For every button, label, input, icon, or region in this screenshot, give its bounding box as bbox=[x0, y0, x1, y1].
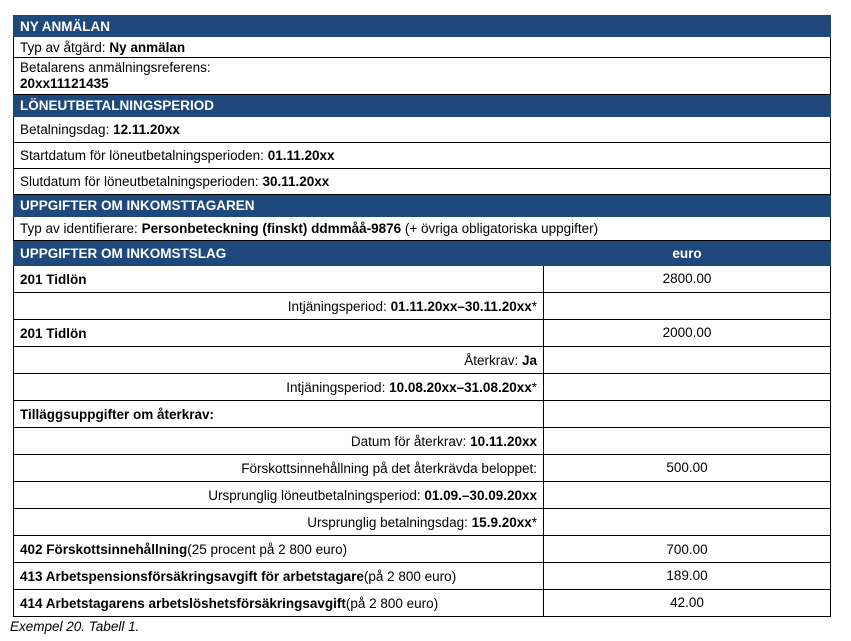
label: Typ av identifierare: bbox=[20, 221, 138, 236]
currency-header: euro bbox=[672, 245, 702, 261]
suffix: (+ övriga obligatoriska uppgifter) bbox=[404, 221, 599, 236]
row-referens bbox=[13, 58, 831, 95]
income-type: 413 Arbetspensionsförsäkringsavgift för arbetstagare bbox=[20, 568, 364, 584]
income-type: 402 Förskottsinnehållning bbox=[20, 541, 188, 557]
section-header-loneutbetalningsperiod bbox=[13, 95, 831, 117]
section-header-inkomsttagaren bbox=[13, 195, 831, 217]
value: Personbeteckning (finskt) ddmmåå-9876 bbox=[141, 221, 402, 236]
table-row bbox=[13, 374, 831, 401]
label: Ursprunglig betalningsdag: bbox=[307, 514, 468, 530]
asterisk: * bbox=[531, 379, 537, 395]
value: 15.9.20xx bbox=[471, 514, 532, 530]
table-row bbox=[13, 401, 831, 428]
row-typ-av-atgard bbox=[13, 37, 831, 58]
value: 10.11.20xx bbox=[470, 433, 537, 449]
label: Startdatum för löneutbetalningsperioden: bbox=[20, 148, 264, 163]
row-betalningsdag bbox=[13, 117, 831, 143]
table-row bbox=[13, 536, 831, 563]
table-row bbox=[13, 563, 831, 590]
income-type: 201 Tidlön bbox=[20, 325, 87, 341]
label: Intjäningsperiod: bbox=[286, 379, 386, 395]
table-row bbox=[13, 590, 831, 617]
asterisk: * bbox=[531, 298, 537, 314]
amount: 700.00 bbox=[666, 541, 708, 557]
section-header-ny-anmalan bbox=[13, 15, 831, 37]
table-row bbox=[13, 266, 831, 293]
section-title: UPPGIFTER OM INKOMSTSLAG bbox=[20, 245, 227, 261]
value: 01.09.–30.09.20xx bbox=[424, 487, 537, 503]
table-row bbox=[13, 428, 831, 455]
label: Betalningsdag: bbox=[20, 122, 110, 137]
label: Betalarens anmälningsreferens: bbox=[20, 60, 211, 75]
section-title: LÖNEUTBETALNINGSPERIOD bbox=[20, 98, 215, 113]
amount: 2000.00 bbox=[662, 325, 712, 340]
table-row bbox=[13, 347, 831, 374]
note: (på 2 800 euro) bbox=[345, 595, 439, 611]
value: 01.11.20xx bbox=[267, 148, 335, 163]
label: Typ av åtgärd: bbox=[20, 39, 106, 55]
note: (25 procent på 2 800 euro) bbox=[187, 541, 348, 557]
table-row bbox=[13, 320, 831, 347]
note: (på 2 800 euro) bbox=[363, 568, 457, 584]
row-startdatum bbox=[13, 143, 831, 169]
label: Återkrav: bbox=[464, 352, 519, 368]
section-title: NY ANMÄLAN bbox=[20, 18, 110, 34]
income-type: 414 Arbetstagarens arbetslöshetsförsäkringsavgift bbox=[20, 595, 346, 611]
amount: 42.00 bbox=[670, 595, 704, 610]
label: Förskottsinnehållning på det återkrävda beloppet: bbox=[241, 460, 537, 476]
value: 12.11.20xx bbox=[113, 122, 180, 137]
value: Ja bbox=[521, 352, 537, 368]
table-row bbox=[13, 482, 831, 509]
section-title: UPPGIFTER OM INKOMSTTAGAREN bbox=[20, 198, 255, 213]
amount: 189.00 bbox=[666, 568, 708, 583]
table-caption: Exempel 20. Tabell 1. bbox=[10, 619, 140, 634]
amount: 500.00 bbox=[666, 460, 708, 475]
value: 10.08.20xx–31.08.20xx bbox=[389, 379, 532, 395]
income-type: 201 Tidlön bbox=[20, 271, 87, 287]
subheading: Tilläggsuppgifter om återkrav: bbox=[20, 406, 215, 422]
row-slutdatum bbox=[13, 169, 831, 195]
asterisk: * bbox=[531, 514, 537, 530]
value: 01.11.20xx–30.11.20xx bbox=[390, 298, 532, 314]
label: Ursprunglig löneutbetalningsperiod: bbox=[208, 487, 421, 503]
amount: 2800.00 bbox=[662, 271, 712, 286]
section-header-inkomstslag bbox=[13, 241, 831, 266]
label: Intjäningsperiod: bbox=[287, 298, 387, 314]
label: Datum för återkrav: bbox=[350, 433, 467, 449]
table-row bbox=[13, 509, 831, 536]
report-table bbox=[13, 15, 831, 617]
label: Slutdatum för löneutbetalningsperioden: bbox=[20, 174, 259, 189]
value: 30.11.20xx bbox=[262, 174, 330, 189]
row-identifierare bbox=[13, 217, 831, 241]
table-row bbox=[13, 293, 831, 320]
value: Ny anmälan bbox=[109, 39, 186, 55]
table-row bbox=[13, 455, 831, 482]
value: 20xx11121435 bbox=[20, 76, 109, 91]
